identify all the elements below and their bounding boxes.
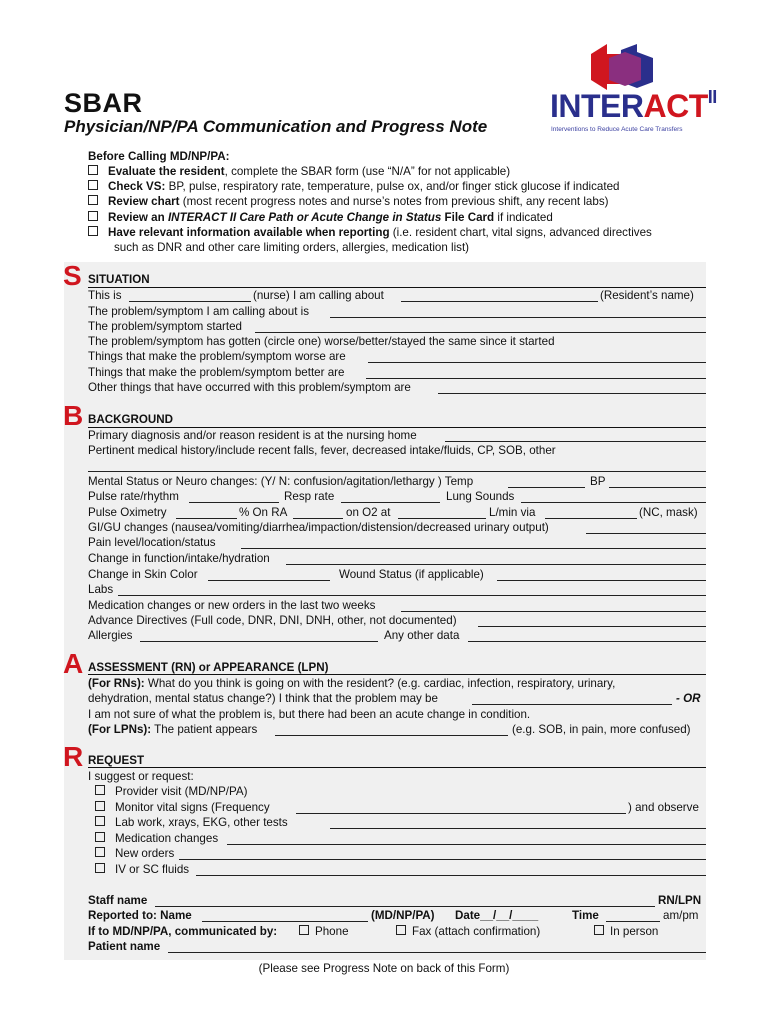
pertinent-history-field[interactable]	[88, 471, 706, 472]
this-is-row: This is	[88, 289, 122, 302]
gigu-label: GI/GU changes (nausea/vomiting/diarrhea/impaction/distension/decreased urinary output)	[88, 521, 549, 534]
observe-label: ) and observe	[628, 801, 699, 814]
rn-question-cont: dehydration, mental status change?) I think that the problem may be	[88, 692, 438, 705]
better-label: Things that make the problem/symptom better are	[88, 366, 345, 379]
labs-field[interactable]	[118, 595, 706, 596]
started-label: The problem/symptom started	[88, 320, 242, 333]
tests-field[interactable]	[330, 828, 706, 829]
rn-question: (For RNs): What do you think is going on with the resident? (e.g. cardiac, infection, respiratory, urinary,	[88, 677, 616, 690]
request-item: Provider visit (MD/NP/PA)	[95, 785, 247, 799]
other-data-field[interactable]	[468, 641, 706, 642]
checkbox[interactable]	[95, 816, 105, 826]
logo-mark-icon	[585, 44, 665, 90]
checkbox[interactable]	[594, 925, 604, 935]
logo-tagline: Interventions to Reduce Acute Care Transfers	[551, 126, 683, 133]
temp-field[interactable]	[508, 487, 585, 488]
resident-name-field[interactable]	[401, 301, 598, 302]
checklist-item: Have relevant information available when reporting (i.e. resident chart, vital signs, advanced directives	[88, 226, 652, 240]
lung-sounds-label: Lung Sounds	[446, 490, 515, 503]
request-item: Monitor vital signs (Frequency	[95, 801, 270, 815]
lung-sounds-field[interactable]	[521, 502, 706, 503]
appears-field[interactable]	[275, 735, 508, 736]
date-field[interactable]: Date__/__/____	[455, 909, 539, 922]
on-ra-label: % On RA	[239, 506, 288, 519]
worse-better-label: The problem/symptom has gotten (circle one) worse/better/stayed the same since it started	[88, 335, 555, 348]
lpn-appears: (For LPNs): The patient appears	[88, 723, 258, 736]
divider	[88, 674, 706, 675]
labs-label: Labs	[88, 583, 114, 596]
residents-name-label: (Resident’s name)	[600, 289, 694, 302]
nc-mask-label: (NC, mask)	[639, 506, 698, 519]
mental-status-label: Mental Status or Neuro changes: (Y/ N: confusion/agitation/lethargy ) Temp	[88, 475, 474, 488]
checkbox[interactable]	[95, 832, 105, 842]
function-label: Change in function/intake/hydration	[88, 552, 270, 565]
better-field[interactable]	[366, 378, 706, 379]
skin-color-label: Change in Skin Color	[88, 568, 198, 581]
checkbox[interactable]	[88, 180, 98, 190]
section-letter-b: B	[63, 400, 84, 431]
background-heading: BACKGROUND	[88, 413, 174, 426]
page-title: SBAR	[64, 88, 143, 118]
situation-heading: SITUATION	[88, 273, 150, 286]
gigu-field[interactable]	[586, 533, 706, 534]
ampm-label: am/pm	[663, 909, 699, 922]
pertinent-history-label: Pertinent medical history/include recent falls, fever, decreased intake/fluids, CP, SOB, other	[88, 444, 556, 457]
worse-label: Things that make the problem/symptom worse are	[88, 350, 346, 363]
bp-label: BP	[590, 475, 606, 488]
wound-field[interactable]	[497, 580, 706, 581]
checkbox[interactable]	[88, 226, 98, 236]
checkbox[interactable]	[95, 847, 105, 857]
pulse-ox-field[interactable]	[176, 518, 237, 519]
checklist-item: Evaluate the resident, complete the SBAR form (use “N/A” for not applicable)	[88, 165, 510, 179]
page-subtitle: Physician/NP/PA Communication and Progress Note	[64, 117, 488, 136]
assessment-heading: ASSESSMENT (RN) or APPEARANCE (LPN)	[88, 661, 329, 674]
pulse-ox-label: Pulse Oximetry	[88, 506, 167, 519]
pain-label: Pain level/location/status	[88, 536, 216, 549]
checkbox[interactable]	[95, 863, 105, 873]
problem-label: The problem/symptom I am calling about is	[88, 305, 310, 318]
checkbox[interactable]	[95, 785, 105, 795]
checkbox[interactable]	[95, 801, 105, 811]
primary-dx-field[interactable]	[445, 441, 706, 442]
request-item: Lab work, xrays, EKG, other tests	[95, 816, 288, 830]
other-data-label: Any other data	[384, 629, 460, 642]
calling-about-label: (nurse) I am calling about	[253, 289, 384, 302]
iv-fluids-field[interactable]	[196, 875, 706, 876]
section-letter-r: R	[63, 741, 84, 772]
communicated-by-label: If to MD/NP/PA, communicated by:	[88, 925, 278, 938]
or-label: - OR	[676, 692, 701, 705]
other-things-label: Other things that have occurred with this problem/symptom are	[88, 381, 411, 394]
request-item: New orders	[95, 847, 174, 861]
request-item: IV or SC fluids	[95, 863, 189, 877]
checkbox[interactable]	[88, 211, 98, 221]
fax-option[interactable]: Fax (attach confirmation)	[396, 925, 540, 939]
meds-label: Medication changes or new orders in the last two weeks	[88, 599, 376, 612]
staff-name-label: Staff name	[88, 894, 148, 907]
advance-directives-field[interactable]	[478, 626, 706, 627]
divider	[88, 427, 706, 428]
divider	[88, 287, 706, 288]
skin-color-field[interactable]	[208, 580, 330, 581]
section-letter-a: A	[63, 648, 84, 679]
problem-field[interactable]	[330, 317, 706, 318]
o2-field[interactable]	[398, 518, 486, 519]
resp-label: Resp rate	[284, 490, 335, 503]
reported-name-field[interactable]	[202, 921, 368, 922]
in-person-option[interactable]: In person	[594, 925, 658, 939]
wound-label: Wound Status (if applicable)	[339, 568, 484, 581]
started-field[interactable]	[255, 332, 706, 333]
new-orders-field[interactable]	[179, 859, 706, 860]
request-item: Medication changes	[95, 832, 218, 846]
nurse-name-field[interactable]	[129, 301, 251, 302]
allergies-label: Allergies	[88, 629, 133, 642]
patient-name-field[interactable]	[168, 952, 706, 953]
other-things-field[interactable]	[438, 393, 706, 394]
checkbox[interactable]	[299, 925, 309, 935]
checkbox[interactable]	[88, 195, 98, 205]
o2-label: on O2 at	[346, 506, 391, 519]
divider	[88, 767, 706, 768]
checkbox[interactable]	[88, 165, 98, 175]
not-sure-label: I am not sure of what the problem is, but there had been an acute change in condition.	[88, 708, 531, 721]
lmin-label: L/min via	[489, 506, 536, 519]
logo-wordmark: $INTERACT^{II}$	[550, 87, 717, 124]
appears-example: (e.g. SOB, in pain, more confused)	[512, 723, 691, 736]
patient-name-label: Patient name	[88, 940, 161, 953]
suggest-label: I suggest or request:	[88, 770, 194, 783]
footer-note: (Please see Progress Note on back of this Form)	[258, 962, 510, 975]
checklist-item-continued: such as DNR and other care limiting orders, allergies, medication list)	[114, 241, 470, 254]
checklist-item: Check VS: BP, pulse, respiratory rate, temperature, pulse ox, and/or finger stick glucose if indicated	[88, 180, 619, 194]
on-ra-field[interactable]	[293, 518, 343, 519]
reported-to-label: Reported to: Name	[88, 909, 192, 922]
meds-field[interactable]	[401, 611, 706, 612]
time-label: Time	[572, 909, 599, 922]
checklist-item: Review an INTERACT II Care Path or Acute Change in Status File Card if indicated	[88, 211, 553, 225]
bp-field[interactable]	[609, 487, 706, 488]
worse-field[interactable]	[368, 362, 706, 363]
pulse-field[interactable]	[189, 502, 279, 503]
pulse-label: Pulse rate/rhythm	[88, 490, 179, 503]
primary-dx-label: Primary diagnosis and/or reason resident is at the nursing home	[88, 429, 417, 442]
pain-field[interactable]	[241, 548, 706, 549]
interact-logo	[550, 44, 717, 139]
rn-lpn-label: RN/LPN	[658, 894, 702, 907]
request-heading: REQUEST	[88, 754, 145, 767]
advance-directives-label: Advance Directives (Full code, DNR, DNI, DNH, other, not documented)	[88, 614, 457, 627]
staff-name-field[interactable]	[155, 906, 655, 907]
before-calling-heading: Before Calling MD/NP/PA:	[88, 150, 230, 163]
checkbox[interactable]	[396, 925, 406, 935]
med-changes-field[interactable]	[227, 844, 706, 845]
resp-field[interactable]	[341, 502, 440, 503]
problem-may-be-field[interactable]	[472, 704, 672, 705]
lmin-field[interactable]	[545, 518, 637, 519]
allergies-field[interactable]	[140, 641, 378, 642]
checklist-item: Review chart (most recent progress notes and nurse’s notes from previous shift, any recent labs)	[88, 195, 609, 209]
function-field[interactable]	[286, 564, 706, 565]
md-np-pa-label: (MD/NP/PA)	[371, 909, 435, 922]
phone-option[interactable]: Phone	[299, 925, 349, 939]
time-field[interactable]	[606, 921, 660, 922]
section-letter-s: S	[63, 260, 82, 291]
frequency-field[interactable]	[296, 813, 626, 814]
